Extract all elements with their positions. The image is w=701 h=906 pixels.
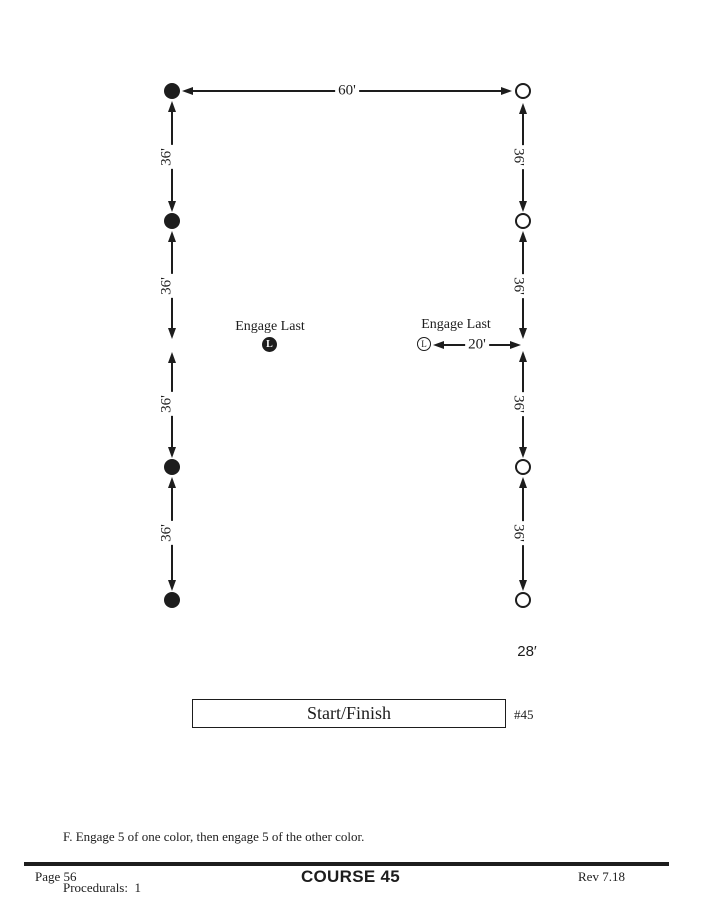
dimension-label-36ft: 36': [511, 392, 526, 416]
engage-last-white-target: [417, 337, 431, 351]
arrowhead-down-icon: [168, 328, 176, 339]
white-target-2: [515, 213, 531, 229]
black-target-4: [164, 459, 180, 475]
footer-course-title: COURSE 45: [300, 867, 401, 886]
footer-rule: [24, 862, 669, 866]
black-target-1: [164, 83, 180, 99]
dimension-label-36ft: 36': [160, 274, 175, 298]
white-target-4: [515, 459, 531, 475]
arrowhead-down-icon: [519, 580, 527, 591]
arrowhead-right-icon: [501, 87, 512, 95]
engage-last-letter: L: [266, 339, 273, 350]
dimension-label-36ft: 36': [160, 145, 175, 169]
dimension-label-36ft: 36': [511, 274, 526, 298]
dimension-label-36ft: 36': [160, 521, 175, 545]
arrowhead-down-icon: [519, 447, 527, 458]
footer-page-number: Page 56: [35, 869, 77, 884]
engage-last-label-left: Engage Last: [235, 319, 305, 334]
dimension-label-60ft: 60': [335, 84, 359, 99]
engage-last-label-right: Engage Last: [421, 317, 491, 332]
procedurals-line: Procedurals: 1: [63, 880, 141, 895]
footer-revision: Rev 7.18: [578, 869, 625, 884]
engage-last-letter: L: [421, 339, 427, 349]
white-target-1: [515, 83, 531, 99]
white-target-5: [515, 592, 531, 608]
dimension-label-28ft: 28′: [517, 643, 537, 660]
engage-last-black-target: [262, 337, 277, 352]
course-ref-label: #45: [514, 707, 534, 722]
black-target-5: [164, 592, 180, 608]
instruction-line: F. Engage 5 of one color, then engage 5 of the other color.: [63, 829, 365, 844]
start-finish-box: [192, 699, 506, 728]
start-finish-label: Start/Finish: [306, 703, 391, 723]
dimension-label-36ft: 36': [160, 392, 175, 416]
course-notes: [63, 794, 364, 906]
arrowhead-down-icon: [168, 580, 176, 591]
dimension-label-36ft: 36': [511, 145, 526, 169]
black-target-2: [164, 213, 180, 229]
arrowhead-down-icon: [168, 201, 176, 212]
arrowhead-down-icon: [168, 447, 176, 458]
arrowhead-down-icon: [519, 201, 527, 212]
dimension-label-20ft: 20': [465, 338, 489, 353]
arrowhead-right-icon: [510, 341, 521, 349]
dimension-label-36ft: 36': [511, 521, 526, 545]
